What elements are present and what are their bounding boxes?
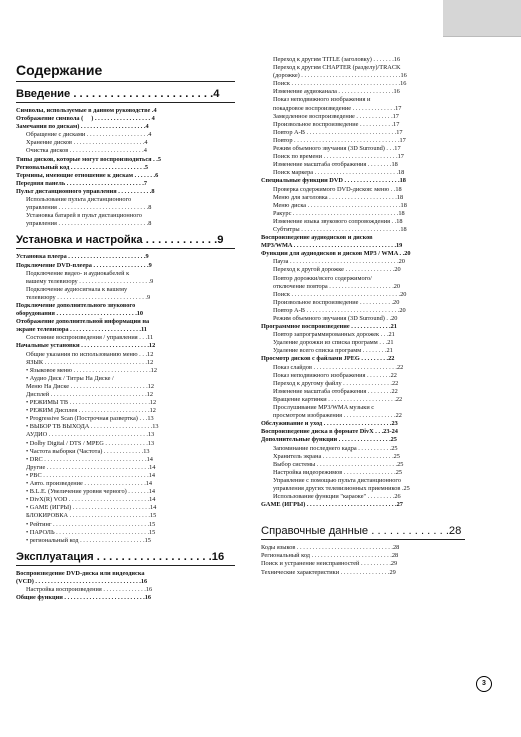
toc-entry: Показ неподвижного изображения и (273, 96, 371, 104)
toc-entry: Переход к другой дорожке . . . . . . . . . . . . . . . .20 (273, 266, 401, 274)
toc-entry: Подключение видео- и аудиокабелей к (26, 269, 130, 277)
toc-entry: Изменение языка звукового сопровождения . .18 (273, 217, 403, 225)
toc-entry: • Рейтинг . . . . . . . . . . . . . . . . . . . . . . . . . . . . . . .15 (26, 520, 156, 528)
toc-entry-bold: (VCD) . . . . . . . . . . . . . . . . . . . . . . . . . . . . . . . . . .16 (16, 577, 148, 585)
toc-entry: Замедленное воспроизведение . . . . . . . . . . . .17 (273, 112, 399, 120)
toc-section-heading: Установка и настройка . . . . . . . . . . . .9 (16, 233, 235, 249)
toc-entry: (дорожке) . . . . . . . . . . . . . . . . . . . . . . . . . . . . . . . .16 (273, 72, 407, 80)
toc-entry: Состояние воспроизведения / управления . . .11 (26, 334, 154, 342)
toc-entry: • Авто. произведение . . . . . . . . . . . . . . . . . . . .14 (26, 480, 153, 488)
toc-entry: Региональный код . . . . . . . . . . . . . . . . . . . . . . . . . .28 (261, 552, 399, 560)
toc-entry: ЯЗЫК . . . . . . . . . . . . . . . . . . . . . . . . . . . . . . . . .12 (26, 358, 154, 366)
toc-entry: Коды языков . . . . . . . . . . . . . . . . . . . . . . . . . . . . . . .28 (261, 544, 400, 552)
toc-entry: Проверка содержимого DVD-дисков: меню . .18 (273, 185, 402, 193)
toc-entry: Режим объемного звучания (3D Surround) . .20 (273, 315, 398, 322)
toc-entry: • Аудио Диск / Титры На Диске / (26, 374, 114, 382)
toc-section-heading: Введение . . . . . . . . . . . . . . . . . . . . . . .4 (16, 87, 235, 103)
toc-entry: • РЕЖИМ Дисплея . . . . . . . . . . . . . . . . . . . . . . .12 (26, 407, 156, 415)
toc-entry-bold: MP3/WMA . . . . . . . . . . . . . . . . . . . . . . . . . . . . . . . . .19 (261, 242, 403, 250)
toc-entry: Удаление дорожки из списка программ . . .21 (273, 339, 394, 347)
toc-entry: Поиск . . . . . . . . . . . . . . . . . . . . . . . . . . . . . . . . . . .16 (273, 80, 407, 88)
toc-entry: управления других телевизионных приемников .25 (273, 484, 410, 492)
toc-entry: • GAME (ИГРЫ) . . . . . . . . . . . . . . . . . . . . . . . . .14 (26, 504, 157, 512)
toc-entry: Поиск маркера . . . . . . . . . . . . . . . . . . . . . . . . . . .18 (273, 169, 405, 177)
toc-entry: • B.L.E. (Увеличение уровня черного) . . . . . . .14 (26, 488, 156, 496)
toc-entry: Меню На Диске . . . . . . . . . . . . . . . . . . . . . . . . .12 (26, 382, 155, 390)
toc-entry: БЛОКИРОВКА . . . . . . . . . . . . . . . . . . . . . . . . . .15 (26, 512, 157, 520)
toc-entry: отключение повтора . . . . . . . . . . . . . . . . . . . . .20 (273, 282, 401, 290)
toc-section-heading: Справочные данные . . . . . . . . . . . . .28 (261, 524, 465, 540)
toc-entry-bold: Воспроизведение диска в формате DivX . . .23-24 (261, 428, 398, 436)
toc-entry: • DivX(R) VOD . . . . . . . . . . . . . . . . . . . . . . . . . .14 (26, 496, 156, 504)
toc-entry: Выбор системы . . . . . . . . . . . . . . . . . . . . . . . . . .25 (273, 460, 404, 468)
toc-entry: Очистка дисков . . . . . . . . . . . . . . . . . . . . . . . .4 (26, 147, 147, 155)
toc-entry: Поиск и устранение неисправностей . . . . . . . . . .29 (261, 560, 398, 568)
toc-entry: Общие указания по использованию меню . . .12 (26, 350, 154, 358)
toc-entry-bold: Отображение дополнительной информации на (16, 318, 150, 326)
toc-entry: АУДИО . . . . . . . . . . . . . . . . . . . . . . . . . . . . . . . .13 (26, 431, 155, 439)
toc-entry: Настройка воспроизведения . . . . . . . . . . . . . .16 (26, 585, 153, 593)
toc-entry: Хранение дисков . . . . . . . . . . . . . . . . . . . . . . .4 (26, 139, 148, 147)
toc-entry-bold: Пульт дистанционного управления . . . . . . . . . . .8 (16, 187, 155, 195)
toc-entry: Режим объемного звучания (3D Surround) . . .17 (273, 145, 401, 153)
toc-entry-bold: оборудования . . . . . . . . . . . . . . . . . . . . . . . . . .10 (16, 310, 144, 318)
toc-entry: вашему телевизору . . . . . . . . . . . . . . . . . . . . . . .9 (26, 277, 154, 285)
toc-entry: управления . . . . . . . . . . . . . . . . . . . . . . . . . . . . .8 (26, 204, 152, 212)
toc-entry: Изменение масштаба отображения . . . . . . . .22 (273, 387, 398, 395)
toc-entry: Повтор A-B . . . . . . . . . . . . . . . . . . . . . . . . . . . . .17 (273, 128, 403, 136)
page-number: 3 (476, 676, 492, 692)
toc-entry: Настройка видеорежимов . . . . . . . . . . . . . . . . .25 (273, 468, 403, 476)
toc-entry: • Progressive Scan (Построчная развертка) . . .13 (26, 415, 154, 423)
toc-entry-bold: Функции для аудиодисков и дисков MP3 / WMA . .20 (261, 250, 411, 258)
toc-entry: Дисплей . . . . . . . . . . . . . . . . . . . . . . . . . . . . . . .12 (26, 391, 154, 398)
toc-entry: • Dolby Digital / DTS / MPEG . . . . . . . . . . . . . .13 (26, 439, 155, 447)
toc-entry: Повтор дорожки/всего содержимого/ (273, 274, 372, 282)
toc-entry: Подключение аудиосигнала к вашему (26, 285, 128, 293)
toc-entry: Установка батарей в пульт дистанционного (26, 212, 142, 220)
toc-entry-bold: Дополнительные функции . . . . . . . . . . . . . . . . .25 (261, 436, 397, 444)
toc-entry: Поиск . . . . . . . . . . . . . . . . . . . . . . . . . . . . . . . . . . .20 (273, 290, 407, 298)
page-title: Содержание (16, 62, 235, 82)
toc-entry-bold: Установка плеера . . . . . . . . . . . . . . . . . . . . . . . . .9 (16, 253, 149, 261)
toc-entry: Другие . . . . . . . . . . . . . . . . . . . . . . . . . . . . . . . . .14 (26, 463, 156, 471)
toc-entry: Пауза . . . . . . . . . . . . . . . . . . . . . . . . . . . . . . . . . . .20 (273, 258, 405, 266)
toc-entry: Прослушивание MP3/WMA музыки с (273, 404, 375, 412)
toc-right-column (261, 56, 465, 577)
toc-entry: Обращение с дисками . . . . . . . . . . . . . . . . . . . .4 (26, 131, 152, 139)
toc-entry: Ракурс . . . . . . . . . . . . . . . . . . . . . . . . . . . . . . . . . .18 (273, 209, 405, 217)
toc-entry-bold: Термины, имеющие отношение к дискам . . . . . . .6 (16, 171, 159, 179)
toc-entry: управления . . . . . . . . . . . . . . . . . . . . . . . . . . . . .8 (26, 220, 152, 228)
toc-entry: • Языковое меню . . . . . . . . . . . . . . . . . . . . . . . . .12 (26, 366, 157, 374)
toc-entry: • ВЫБОР ТВ ВЫХОДА . . . . . . . . . . . . . . . . . . . .13 (26, 423, 159, 431)
toc-entry: Субтитры . . . . . . . . . . . . . . . . . . . . . . . . . . . . . . . .18 (273, 225, 407, 233)
side-tab (443, 0, 521, 37)
toc-entry: Использование пульта дистанционного (26, 196, 132, 204)
toc-entry-bold: Обслуживание и уход . . . . . . . . . . . . . . . . . . . . . .23 (261, 420, 398, 428)
toc-entry: телевизору . . . . . . . . . . . . . . . . . . . . . . . . . . . . .9 (26, 293, 151, 301)
toc-entry: Произвольное воспроизведение . . . . . . . . . . .20 (273, 298, 400, 306)
toc-section-heading: Эксплуатация . . . . . . . . . . . . . . . . . . .16 (16, 550, 235, 566)
toc-entry-bold: Специальные функции DVD . . . . . . . . . . . . . . . . . .18 (261, 177, 406, 185)
toc-entry: Меню для заголовка . . . . . . . . . . . . . . . . . . . . . .18 (273, 193, 404, 201)
toc-entry-bold: Замечания по дискам) . . . . . . . . . . . . . . . . . . . . .4 (16, 123, 149, 131)
toc-entry: Управление с помощью пульта дистанционного (273, 476, 401, 484)
section-gap (261, 509, 465, 519)
toc-entry-bold: Передняя панель . . . . . . . . . . . . . . . . . . . . . . . . .7 (16, 179, 148, 187)
toc-entry: Повтор A-B . . . . . . . . . . . . . . . . . . . . . . . . . . . . . .20 (273, 306, 406, 314)
toc-entry-bold: экране телевизора . . . . . . . . . . . . . . . . . . . . . . .11 (16, 326, 147, 334)
toc-entry-bold: Воспроизведение аудиодисков и дисков (261, 234, 373, 242)
toc-entry: Удаление всего списка программ . . . . . . . .21 (273, 347, 393, 355)
toc-entry: Вращение картинки . . . . . . . . . . . . . . . . . . . . . .22 (273, 395, 403, 403)
toc-entry: Произвольное воспроизведение . . . . . . . . . . .17 (273, 120, 400, 128)
toc-entry-bold: Программное воспроизведение . . . . . . . . . . . . .21 (261, 323, 397, 331)
toc-entry-bold: Начальные установки . . . . . . . . . . . . . . . . . . . . . .12 (16, 342, 156, 350)
toc-entry: Поиск по времени . . . . . . . . . . . . . . . . . . . . . . . .17 (273, 153, 404, 161)
toc-entry-bold: Отображение символа ( ⃠ ) . . . . . . . . . . . . . . . . . . 4 (16, 115, 155, 123)
toc-entry: Переход к другим CHAPTER (разделу)/TRACK (273, 64, 401, 72)
toc-entry: • региональный код . . . . . . . . . . . . . . . . . . . . .15 (26, 536, 151, 544)
toc-entry: • ПАРОЛЬ . . . . . . . . . . . . . . . . . . . . . . . . . . . . . .15 (26, 528, 156, 536)
toc-entry-bold: Просмотр дисков с файлами JPEG . . . . . . . . .22 (261, 355, 395, 363)
toc-entry: Использование функции "караоке" . . . . . . . . .26 (273, 493, 401, 501)
toc-entry-bold: Типы дисков, которые могут воспроизводиться . .5 (16, 155, 162, 163)
toc-entry: Показ слайдов . . . . . . . . . . . . . . . . . . . . . . . . . . .22 (273, 363, 404, 371)
toc-entry: • DRC . . . . . . . . . . . . . . . . . . . . . . . . . . . . . . . . .14 (26, 455, 153, 463)
toc-entry: Повтор . . . . . . . . . . . . . . . . . . . . . . . . . . . . . . . . . .17 (273, 136, 406, 144)
toc-entry: • Частота выборки (Частота) . . . . . . . . . . . . .13 (26, 447, 150, 455)
toc-entry: • РЕЖИМЫ ТВ . . . . . . . . . . . . . . . . . . . . . . . . . .12 (26, 399, 157, 407)
toc-entry: Технические характеристики . . . . . . . . . . . . . . . .29 (261, 568, 396, 576)
toc-entry: Меню диска . . . . . . . . . . . . . . . . . . . . . . . . . . . . . .18 (273, 201, 407, 209)
toc-entry: Изменение аудиоканала . . . . . . . . . . . . . . . . . .16 (273, 88, 400, 96)
toc-entry-bold: Символы, используемые в данном руководстве .4 (16, 107, 157, 114)
toc-entry: Показ неподвижного изображения . . . . . . . .22 (273, 371, 397, 379)
toc-entry: Переход к другому файлу . . . . . . . . . . . . . . . .22 (273, 379, 399, 387)
toc-left-column (16, 56, 235, 602)
toc-entry: • PBC . . . . . . . . . . . . . . . . . . . . . . . . . . . . . . . . . .14 (26, 471, 156, 479)
toc-entry-bold: GAME (ИГРЫ) . . . . . . . . . . . . . . . . . . . . . . . . . . . . .27 (261, 501, 403, 509)
toc-entry: Изменение масштаба отображения . . . . . . . .18 (273, 161, 398, 169)
toc-entry-bold: Воспроизведение DVD-диска или видеодиска (16, 569, 145, 577)
toc-entry: Запоминание последнего кадра . . . . . . . . . . .25 (273, 444, 398, 452)
toc-entry-bold: Подключение дополнительного звукового (16, 301, 136, 309)
toc-entry-bold: Региональный код . . . . . . . . . . . . . . . . . . . . . . . .5 (16, 163, 149, 171)
toc-entry: просмотром изображения . . . . . . . . . . . . . . . . .22 (273, 412, 402, 420)
toc-entry: Переход к другим TITLE (заголовку) . . . . . . .16 (273, 56, 401, 63)
toc-entry-bold: Общие функции . . . . . . . . . . . . . . . . . . . . . . . . . .16 (16, 594, 152, 602)
toc-entry-bold: Подключение DVD-плеера . . . . . . . . . . . . . . . . . .9 (16, 261, 152, 269)
toc-entry: Повтор запрограммированных дорожек . . .21 (273, 331, 395, 339)
toc-entry: покадровое воспроизведение . . . . . . . . . . . . . .17 (273, 104, 402, 112)
toc-entry: Хранитель экрана . . . . . . . . . . . . . . . . . . . . . . .25 (273, 452, 400, 460)
